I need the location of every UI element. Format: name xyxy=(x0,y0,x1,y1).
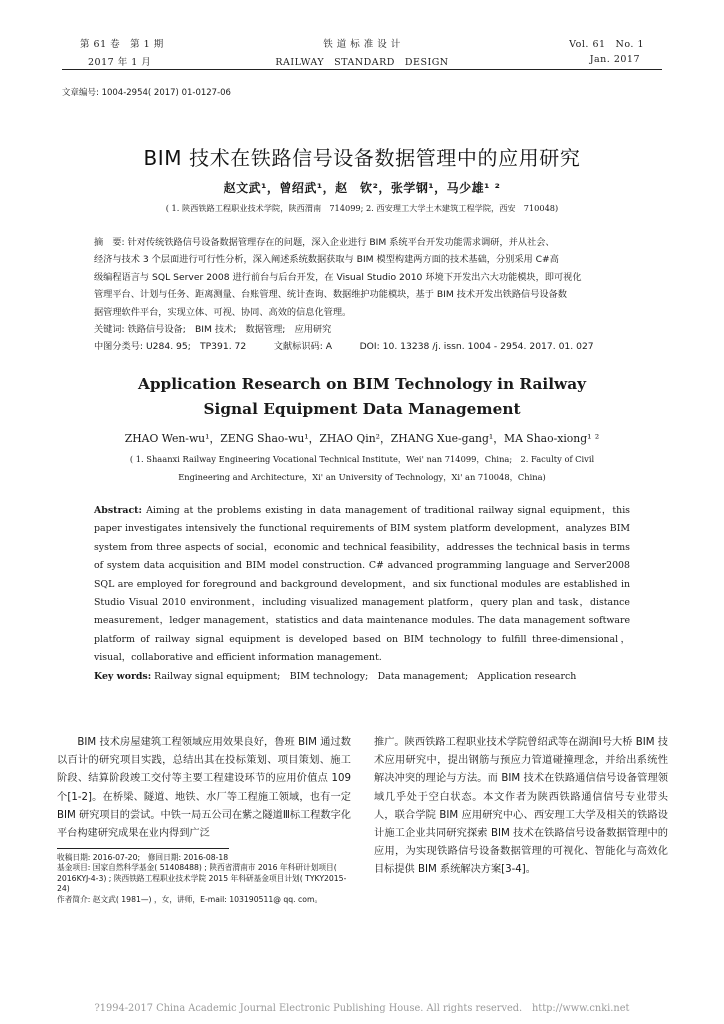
title-en-line1: Application Research on BIM Technology in Railway xyxy=(137,375,587,393)
header-date-cn: 2017 年 1 月 xyxy=(88,57,152,68)
authors-en: ZHAO Wen-wu¹，ZENG Shao-wu¹，ZHAO Qin²，ZHANG Xue-gang¹，MA Shao-xiong¹ ² xyxy=(124,432,600,445)
body-right-paragraph: 推广。陕西铁路工程职业技术学院曾绍武等在湖润Ⅰ号大桥 BIM 技术应用研究中，提出钢筋与预应力管道碰撞理念，并给出系统性解决冲突的理论与方法。而 BIM 技术在铁路通信信号设备管理领域几乎处于空白状态。本文作者为陕西铁路通信信号专业带头人，联合学院 BIM 应用研究中心、西安理工大学及相关的铁路设计施工企业共同研究探索 BIM 技术在铁路信号设备数据管理中的应用，为实现铁路信号设备数据管理的可视化、智能化与高效化目标提供 BIM 系统解决方案[3-4]。 xyxy=(374,737,668,876)
affiliations-en xyxy=(0,450,724,486)
abstract-en-label: Abstract: xyxy=(94,505,142,516)
abstract-cn-line: 摘 要: 针对传统铁路信号设备数据管理存在的问题，深入企业进行 BIM 系统平台开发功能需求调研，并从社会、 xyxy=(94,237,555,248)
title-cn: BIM 技术在铁路信号设备数据管理中的应用研究 xyxy=(143,146,581,170)
header-volume-en: Vol. 61 No. 1 xyxy=(569,39,644,50)
header-journal-cn: 铁 道 标 准 设 计 xyxy=(323,39,401,50)
body-left-paragraph: BIM 技术房屋建筑工程领域应用效果良好，鲁班 BIM 通过数以百计的研究项目实践，总结出其在投标策划、项目策划、施工阶段、结算阶段竣工交付等主要工程建设环节的应用价值点 109 个[1-2]。在桥梁、隧道、地铁、水厂等工程施工领域，也有一定 BIM 研究项目的尝试。中铁一局五公司在紫之隧道Ⅲ标工程数字化平台构建研究成果在业内得到广泛 xyxy=(57,737,351,840)
classification-cn: 中图分类号: U284. 95; TP391. 72 文献标识码: A DOI: 10. 13238 /j. issn. 1004 - 2954. 2017. 01. 027 xyxy=(94,341,594,353)
body-column-right xyxy=(374,734,668,880)
abstract-en xyxy=(94,502,630,686)
keywords-cn: 关键词: 铁路信号设备; BIM 技术; 数据管理; 应用研究 xyxy=(94,324,332,336)
header-date-en: Jan. 2017 xyxy=(589,54,640,65)
footnote-rule xyxy=(57,848,229,849)
header-volume-cn: 第 61 卷 第 1 期 xyxy=(80,39,164,50)
affiliations-en-line: Engineering and Architecture，Xi' an University of Technology，Xi' an 710048，China) xyxy=(178,472,546,482)
title-en-line2: Signal Equipment Data Management xyxy=(203,400,521,418)
keywords-en-text: Railway signal equipment; BIM technology; Data management; Application research xyxy=(151,670,577,682)
header-rule xyxy=(62,69,662,70)
abstract-cn-line: 据管理软件平台，实现立体、可视、协同、高效的信息化管理。 xyxy=(94,306,352,318)
header-journal-en: RAILWAY STANDARD DESIGN xyxy=(275,57,449,68)
footnote-received: 收稿日期: 2016-07-20; 修回日期: 2016-08-18 xyxy=(57,853,229,862)
abstract-cn-line: 经济与技术 3 个层面进行可行性分析，深入阐述系统数据获取与 BIM 模型构建两方面的技术基础，分别采用 C#高 xyxy=(94,254,559,266)
publisher-footer: ?1994-2017 China Academic Journal Electronic Publishing House. All rights reserved. http://www.cnki.net xyxy=(94,1003,630,1014)
body-column-left xyxy=(57,734,351,843)
footnotes xyxy=(57,853,351,905)
affiliations-cn: ( 1. 陕西铁路工程职业技术学院，陕西渭南 714099; 2. 西安理工大学土木建筑工程学院，西安 710048) xyxy=(165,203,559,213)
article-number: 文章编号: 1004-2954( 2017) 01-0127-06 xyxy=(62,88,231,98)
abstract-cn-line: 管理平台、计划与任务、距离测量、台账管理、统计查询、数据维护功能模块，基于 BIM 技术开发出铁路信号设备数 xyxy=(94,289,567,301)
abstract-cn-line: 级编程语言与 SQL Server 2008 进行前台与后台开发，在 Visual Studio 2010 环境下开发出六大功能模块，即可视化 xyxy=(94,271,582,283)
abstract-en-text: Aiming at the problems existing in data management of traditional railway signal equipment，this paper investigates intensively the functional requirements of BIM system platform development，analyzes BIM system from three aspects of social，economic and technical feasibility，addresses the technical basis in terms of system data acquisition and BIM model construction. C# advanced programming language and Server2008 SQL are employed for foreground and background development，and six functional modules are established in Studio Visual 2010 environment，including visualized management platform，query plan and task，distance measurement，ledger management，statistics and data maintenance modules. The data management software platform of railway signal equipment is developed based on BIM technology to fulfill three-dimensional，visual，collaborative and efficient information management. xyxy=(94,505,630,664)
footnote-author: 作者简介: 赵文武( 1981—) ，女，讲师，E-mail: 103190511@ qq. com。 xyxy=(57,894,323,904)
authors-cn: 赵文武¹，曾绍武¹，赵 钦²，张学钢¹，马少雄¹ ² xyxy=(223,181,501,195)
affiliations-en-line: ( 1. Shaanxi Railway Engineering Vocational Technical Institute，Wei' nan 714099，China; 2. Faculty of Civil xyxy=(129,454,595,464)
keywords-en-label: Key words: xyxy=(94,670,152,682)
abstract-cn xyxy=(94,234,664,356)
footnote-funding: 基金项目: 国家自然科学基金( 51408488) ; 陕西省渭南市 2016 年科研计划项目( 2016KYJ-4-3) ; 陕西铁路工程职业技术学院 2015 年科研基金项目计划( TYKY2015-24) xyxy=(57,863,347,894)
